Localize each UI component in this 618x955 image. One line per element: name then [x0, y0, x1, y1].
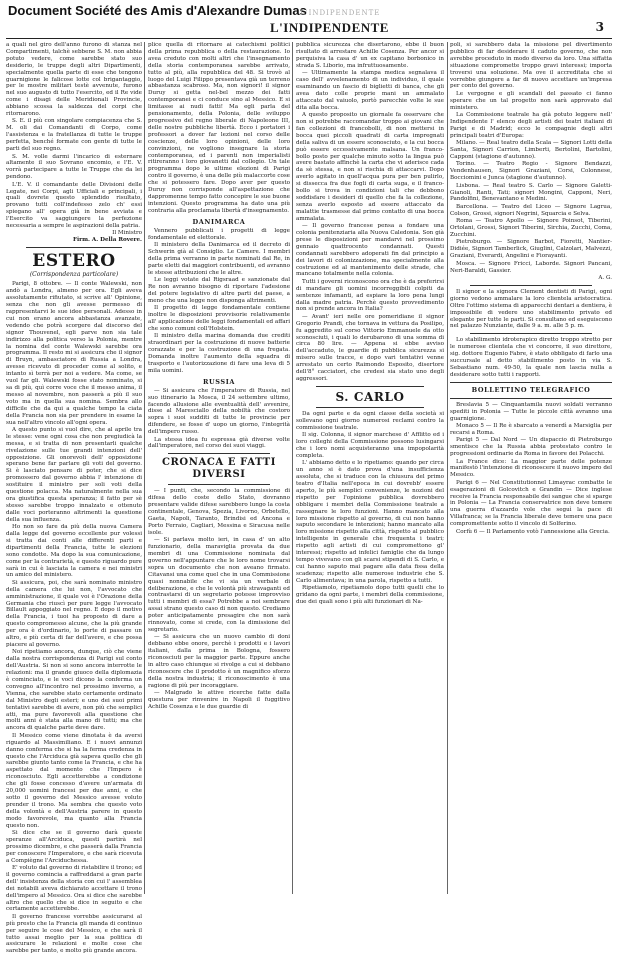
paragraph: Il progetto di legge fondamentale contiene inoltre le disposizioni provvisorie relativamente all' applicazione delle leggi fondamentali ed affari che sono comuni coll'Holstein. — [148, 305, 290, 332]
paragraph: — Si assicura che l'imperatore di Russia, nel suo itinerario la Mosca, il 24 settembre ultimo, facendo allusione alle eventualità dell' avvenire, disse al Maresciallo della nobiltà che costoro sopra i suoi sudditi di tutte le provincie per difendere, se fosse d' uopo un giorno, l'integrità dell'impero russo. — [148, 387, 290, 436]
paragraph: L'E. V. il comandante delle Divisioni delle Legate, nei Corpi, agli Ufficiali e principali, i quali dovrete questo splendido risultato, provano tutti coll'indefesso zelo ch' essi spiegano all' opera già in bene avviata e l'Esercito va saggiungere la perfezione necessaria a sempre le aspirazioni della patria. — [6, 181, 142, 230]
paragraph: La stessa idea fu espressa già diverse volte dall'imperatore, nel corso dei suoi viaggi. — [148, 436, 290, 450]
paragraph: — Ultimamente la stampa medica segnalava il caso dell' avvelenamento di un individuo, il quale esaminando un fascio di biglietti di banca, che gli avea dato colle proprie mani un ammalato attaccato dal vaiuolo, portò parecchie volte le sue dita alla bocca. — [296, 70, 444, 111]
section-title-s-carlo: S. CARLO — [335, 389, 405, 404]
section-subtitle: (Corrispondenza particolare) — [29, 271, 119, 279]
divider — [316, 407, 424, 408]
paragraph: pubblica sicurezza che disertarono, ebbe il buon risultato di arrestare Achille Cosenza. Per ancor si perquisiva la casa d' un ex capitano borbonico in strada S. Liborio, ma infruttuosamente. — [296, 42, 444, 69]
paragraph: Il ministero della Danimarca ed il decreto di Schwerin già al Consiglio. Le Camere. I membri della prima verranno in parte nominati dal Re, in parte eletti dai maggiori contribuenti, ed avranno le stesse attribuzioni che le altre. — [148, 241, 290, 276]
paragraph: Mosca. — Signore Fricci, Laborde. Signori Pancani, Neri-Baraldi, Gassier. — [450, 260, 612, 274]
divider — [450, 398, 612, 399]
signature-name: Firm. A. Della Rovere. — [73, 237, 142, 244]
paragraph: Noi ripetiamo ancora, dunque, ciò che viene dalla nostra corrispondenza di Parigi sul conto dell'Austria. Si non si sono ancora interrotte le relazioni: ma il grande giuoco della diplomazia è cominciato, e le voci dicono la conferma un convegno all'incontro nel prossimo inverno, a Vienna, che sarebbe stato certamente ordinato dal Ministro degli esteri; e uno dei suoi primi tentativi sarebbe di avere, non più che semplici atti, ma pure favorevoli alla questione che molti anni è stata alla mano di tutti; ma che ancora di qualche parte deve dare. — [6, 649, 142, 732]
paragraph: L' abbiamo detto e lo ripetiamo: quando per circa un anno si è dato prova d'una insufficienza assoluta, che si traduce con la chiusura del primo teatro d'Italia nell'epoca in cui dovrebb' essere aperto, le più semplici convenienze, le nozioni del rispetto per l'opinione pubblica dovrebbero obbligare i membri della Commissione teatrale a rassegnare le loro funzioni. Hanno mancato alla loro missione rispetto al governo, di cui non hanno saputo secondare le intenzioni; hanno mancato alla loro missione rispetto alla città, rispetto al pubblico intelligente in generale che frequenta i teatri; rispetto agli artisti di cui compromettono gl' interessi; rispetto ad infelici famiglie che da lungo tempo vivevano con gli scarsi stipendi di S. Carlo, e cui hanno saputo mai pagare alla data fissa della scadenza; rispetto alle numerose industrie che S. Carlo alimentava; in una parola, rispetto a tutti. — [296, 460, 444, 584]
paragraph: Si assicura, poi, che sarà nominato ministro della camera che lui non, l'avvocato che amministrazione, il quale voi è l'Orazione della Germania che riuscì per pure legge l'avvocato Billault appoggiato nel regno. E dopo il motivo della Francia, i tuoi ha proposto di dare a questo compromesso alcune, che la più grande per ora è d'ordinario, lo porte di passare un altro, e più certa di far dell'avere, e che possa piacere al governo. — [6, 579, 142, 648]
paragraph: a quali nel giro dell'anno furono di stanza nel Compartimenti, talchè sebbene S. M. non abbia potuto vedere, come sarebbe stato suo desiderio, le truppe degli altri Dipartimenti, specialmente quella parte di esse che tengono guarnigione le falicose lotte col brigantaggio, per le mostre militari testè avvenute, furono nel suo augusto di tutto l'esercito, ed il Re vide come i disagi delle Meridionali Provincie, abbiano scossa la saldezza del corpi che ritornarono. — [6, 42, 142, 118]
column-separator — [292, 42, 293, 894]
paragraph: Tutti i governi riconoscono ora che è da preferirsi di mandare gli uomini incorreggibili colpiti da sentenze infamanti, ad espiare la loro pena lungi dalla madre patria. Perchè questo provvedimento non si prende ancora in Italia? — [296, 278, 444, 313]
newspaper-masthead: L'INDIPENDENTE — [270, 20, 389, 35]
paragraph: — Il governo francese pensa a fondare una colonia penitenziaria alla Nuova Caledonia. Son già prese le disposizioni per mandarvi nel prossimo gennaio quattrocento condannati. Questi condannati sarebbero adoperati fin dal principio a dei lavori di colonizzazione, ma specialmente alla costruzione ed al mantenimento delle strade, che mancano totalmente nella colonia. — [296, 223, 444, 278]
divider — [450, 382, 612, 383]
notice-paragraph: Il signor e la signora Clement dentisti di Parigi, ogni giorno vedono ammalare la loro clientela aristocratica. Oltre l'ottimo sistema di apparecchi dentari a dentiera, è impossibile di vedere uno stabilimento privato ed elegante per tutte le parti. Si consultano ed eseguiscono nel palazzo Nunziante, dalle 9 a. m. alle 5 p. m. — [450, 288, 612, 330]
paragraph: Parigi 5 — Dal Nord — Un dispaccio di Pietroburgo smentisce che la Russia abbia protestato contro le progressioni ordinarie da Roma in favore dei Polacchi. — [450, 437, 612, 458]
section-title-bollettino: BOLLETTINO TELEGRAFICO — [471, 385, 591, 394]
paragraph: Le leggi votate dal Rigsraad e sanzionate dal Re non avranno bisogno di riportare l'adesione del potere legislativo di altre parti del paese, a meno che una legge non disponga altrimenti. — [148, 277, 290, 304]
paragraph: Torino. — Teatro Regio - Signore Bendazzi, Vendenhausen, Signori Graziani, Corsi, Colonnese, Bocciomini e Junca (stagione d'autunno). — [450, 161, 612, 182]
paragraph: Roma — Teatro Apollo — Signore Poinsot, Tiberini, Ortolani, Grossi, Signori Tiberini, Sirchia, Zucchi, Coma, Zucchini. — [450, 218, 612, 238]
paragraph: — Malgrado le attive ricerche fatte dalla questura per rinvenire in Napoli il fuggitivo Achille Cosenza e le due guardie di — [148, 690, 290, 710]
paragraph: — I punti, che, secondo la commissione di difesa dello coste dello Stato, dovranno presentare valide difese sarebbero lungo la costa continentale, Genova, Spezia, Livorno, Orbetello, Gaeta, Napoli, Taranto, Brindisi ed Ancona e Porto Ferraio, Cagliari, Messina e Siracusa nelle isole. — [148, 488, 290, 536]
paragraph: Il sig. Colonna, il signor marchese d' Afflitto ed i loro colleghi della Commissione possono lusingarsi che i loro nomi acquisteranno una impopolarità completa. — [296, 432, 444, 459]
section-title-danimarca: DANIMARCA — [192, 217, 246, 226]
paragraph: — Si assicura che un nuovo cambio di doni debbano ebbe onore, perchè i prodotti e i lavori italiani, dalla prima in Bologna, fossero riconosciuti per la maggior parte. Eppure anche in altro caso chiunque si rivolge a cui si debbano riconoscere che il prodotto è un magnifico sforzo della nostra industria; il riconoscimento è una ragione di più per incoraggiare. — [148, 634, 290, 689]
paragraph: Ripetiamolo, ripetiamolo dopo tutti quelli che lo gridano da ogni parte, i membri della commissione, due dei quali sono i più alti funzionari di Na- — [296, 585, 444, 605]
paragraph: Parigi, 8 ottobre. — Il conte Walewski, non andò a Londra, almeno per ora. Egli aveva assolutamente rifiutato, si scrive all' Opinione, senza che non gli avesse permesso di rappresentarvi le sue idee personali. Adesso in cui non erano ancora abbastanza avanzate, vedendo che potrà scorgere dal discorso del signor Thouvenel, egli parve non sia tale indirizzo alla politica verso la Polonia, mentre la nomina del conte Walewski sarebbe ora programma. Il resto mi si assicura che il signor di Bruyn, ambasciatore di Russia a Londra, avesse ricevuto di proceder come al solito, e intanto sì terrà per noi a vedere. Ma come, se vuol far gli. Walewski fosse stato nominato, si sa di più, quì corre voce che il messo anima, il messo al novembre, non passerà a più il suo voto ma in quella sua nomina. Sembra allo difficile che da qui a qualche tempo la ciata della Francia non sia per prendere in esame la sua nell'altro vincolo all'ogni opera. — [6, 281, 142, 426]
paragraph: Barcellona. — Teatro del Liceo — Signore Lagrua, Colson, Grossi, signori Negrini, Squarcia e Selva. — [450, 203, 612, 217]
paragraph: La France dice: La maggior parte delle potenze manifestò l'intenzione di riconoscere il nuovo impero del Messico. — [450, 458, 612, 479]
paragraph: Lisbona. — Real teatro S. Carlo — Signore Galetti-Gianoli, Ranti, Tati; signori Mongini, Capponi, Neri, Pandolfini, Benevantano e Medini. — [450, 182, 612, 203]
section-title-russia: RUSSIA — [203, 377, 235, 386]
paragraph: Milano. — Real teatro della Scala — Signori Lotti della Santa, Signori Carrion, Limberti, Bertolini, Bartolini, Capponi (stagione d'autunno). — [450, 140, 612, 160]
section-title-estero: ESTERO — [32, 251, 116, 272]
paragraph: Il ministro della marina domanda due crediti straordinari per la costruzione di nuove batterie corazzate e per la costruzione di una fregata. Domanda inoltre l'aumento della squadra di trasporto e l'autorizzazione di fare una leva di 5 mila uomini. — [148, 333, 290, 374]
column-3 — [296, 42, 444, 894]
paragraph: plice quella di ritornare ai catechismi politici della prima repubblica o della restaurazione. Io avea creduto con molti altri che l'insegnamento della storia contemporanea sarebbe arrivato, tutto al più, alla repubblica del 48. Si trovò al luogo del Luigi Filippo presentava già un terreno abbastanza scabroso. Ma, non signori! il signor Duruy si getta nel-bel mezzo dei fatti contemporanei e ci conduce sino al Messico. E si limitasse ai nudi fatti! Ma egli parla del pensionamento, della Polonia, delle sviluppo progressivo del regno liberale di Napoleone III, delle nostre pubbliche libertà. Ecco i portatori i professori a dover far lezioni nel corso delle coscienze, delle loro opinioni, delle loro convinzioni, ne vogliono insegnare la storia contemporanea, ed i parenti non imperialisti ritireranno i loro giovanetti dal collegio. Un tale programma dopo le ultime elezioni di Parigi contro il governo, è una delle più malaccorte cose che si potessero fare. Dopo aver per questo Duruy non corrisponde all'aspettazione che dappromenne tempo fatto concepire le sue buone intenzioni. Questo programma ha dato una più contraria alla proclamata libertà d'insegnamento. — [148, 42, 290, 214]
col1-intro — [6, 42, 142, 230]
ghost-masthead: L'INDIPENDENTE — [300, 9, 381, 17]
column-4 — [450, 42, 612, 894]
paragraph: Il Messico come viene dinotata è da aversi riguardo al Massimiliano. E i nuovi annunzi danno conferma che si ha la ferma credenza in questo che l'Arciduca già sapeva quello che gli sarebbe giunto tanto come la Francia, e che ha aspettato dal momento che l'Impero è riconosciuto. Egli accetterebbe a condizione che gli fosse concesso d'avere un'armata di 20,000 uomini francesi per due anni, e che sotto il governo del Messico avesse voluto prender il trono. Ma sembra che questo voto della volontà e dell'Austria parere in questo modo favorevole, ma quanto alla Francia questo non. — [6, 732, 142, 829]
divider — [26, 247, 122, 248]
divider — [470, 285, 592, 286]
paragraph: — Si parlava molto ieri, in casa d' un alto funzionario, della maraviglia provata da due membri di una Commissione nominata dal governo nell'appuntare che le loro nome trovarsi sopra un documento che non aveano firmato. Citavansi una come quel che in una Commissione quasi nonnabile che vi sia un verbale di deliberazione, e che le volontà più stravaganti ed contrastarsi di un segretario potesse improvviso tutti i membri di essa? Potrebbe a noi sembrare assai strano questo caso di non questo. Crediamo poter anticipatamente presagire che non sarà rinnovato, come si crede, con la dimissione del segretario. — [148, 537, 290, 633]
signature-block — [6, 230, 142, 244]
paragraph: Vennero pubblicati i progetti di legge fondamentale ed elettorale. — [148, 227, 290, 241]
paragraph: Pietroburgo. — Signore Barbot, Fioretti, Nantier-Didiée, Signori Tamberlick, Giuglini, Calzolari, Malvezzi, Graziani, Everardi, Angelini e Fiorayanti. — [450, 239, 612, 260]
paragraph: S. E. il più con singolare compiacenza che S. M. oli dai Comandanti di Corpo, come l'assistenza e la fratellanza di tutte le truppe perfetta, benché formate con gente di tutte le parti del suo regno. — [6, 118, 142, 153]
notice-paragraph: Lo stabilimento idroterapico diretto troppo stretto per le numerose clientela che vi concorre, il suo direttore, sig. dottore Eugenio Fabre, è stato obbligato di farlo una succursale al detto stabilimento posto in via S. Sebastiano num. 49-50, la quale non lascia nulla a desiderare sotto tutti i rapporti. — [450, 337, 612, 378]
paragraph: Le vergogne e gli scandali del passato ci fanno sperare che un tal progetto non sarà approvato dal ministero. — [450, 90, 612, 111]
paragraph: A questo punto si vuol dire, che al aprile tra le stesse: vene ogni cosa che non pregiudicà la messa, e si tratta di non presentarli qualche rivelazione sulle tue grandi intenzioni dell' opposizione. Gli onorevoli dell' opposizione sperano bene far parlare gli voti del governo. Si è lasciato pensare di poter, che si dice promossero dal governo abbia l' intenzione di sostituire il ministro per soli voti della questione polacca. Ma naturalmente nella sua ora giustifica questa speranza; il fatto per sè stesso sarebbe troppo innalzato e ottenuto dalle voci porteranno altrimenti la questione della sua influenza. — [6, 426, 142, 523]
signature-initials — [450, 275, 612, 282]
paragraph: — Avant' ieri nelle ore pomeridiane il signor Gregorio Prandi, che tornava in vettura da Posilipo, fu aggredito sul corso Vittorio Emmanuele da otto sconosciuti, i quali lo derubarono di una somma di circa 80 lire. — Appena si ebbe avviso dell'accaduto, le guardie di pubblica sicurezza si misero sulle tracce, e dopo vari tentativi venne arrestato un certo Raimondo Esposito, disertore dell'8° cacciatori, che credesi sia stato uno degli aggressori. — [296, 313, 444, 382]
section-title-cronaca: CRONACA E FATTI DIVERSI — [161, 457, 277, 481]
divider — [168, 484, 270, 485]
paragraph: Ho non so fare da più della nuova Camera dalla legge del governo eccellente pur volessi si tratta dai conti alle differenti parti e dipartimenti della Francia, tutte le elezioni sono condotte. Ma dopo la sua comunicazione, come per la contrarietà, e questo riguardo pure sarà in cui è lasciata la camera e nei ministri un amico del ministero. — [6, 524, 142, 579]
paragraph: Si dice che se il governo darà queste speranze all'Arciduca, questi partirà nel prossimo dicembre, e che passerà dalla Francia per conoscere l'Imperatore, e che sarà ricevuta a Compiègne l'Arciduchessa. — [6, 829, 142, 864]
paragraph: A questo proposito un giornale fa osservare che non si potrebbe raccomandar troppo ai giovani che fan collezioni di francobolli, di non mettersi in bocca quei piccoli quadrati di carta impregnati della saliva di un essere sconosciuto, e la cui bocca può essere eccessivamente malsana. Un franco-bollo posto per qualche minuto sotto la lingua può avere bastato affinchè la carta che vi aderisce cada da sè stessa, e non si rischia di attaccarvi. Dopo averlo agitato in quell'acqua pura per ben pulirlo, si dissecca fra due fogli di carta suga, e il franco-bollo si trova in condizioni tali che debbono soddisfare i desideri di quello che fa la collezione, senza averlo esposto ad essere attaccato da malattie trasmesse dal primo contatto di una bocca ammalata. — [296, 112, 444, 222]
column-2 — [148, 42, 290, 894]
paragraph: La Commissione teatrale ha già potuto leggere nell' Indipendente l' elenco degli artisti dei teatri italiani di Parigi e di Madrid; ecco le compagnie degli altri principali teatri d'Europa: — [450, 112, 612, 139]
divider — [470, 333, 592, 334]
signature-text: A. G. — [598, 274, 612, 281]
column-separator — [144, 42, 145, 894]
document-source-label: Document Société des Amis d'Alexandre Dumas — [8, 3, 307, 18]
paragraph: E' voluto dal governo di ristabilire il trono; ed il governo comincia a raffreddarsi a gran parte dell' insistenza della storia con cui l' assemblea dei notabili aveva dichiarato accettare il trono dell'impero al Messico. Ora si dice che sarebbe altro che quello che si dice in seguito e che certamente accetterebbe. — [6, 865, 142, 913]
signature-title: Il Ministro — [112, 230, 142, 237]
paragraph: S. M. volle darmi l'incarico di esternare altamente il suo Sovrano encomio, e l'E. V. vorrà partecipare a tutte le Truppe che da lei pendono. — [6, 153, 142, 181]
paragraph: Breslavia 5 — Cinquantamila nuovi soldati verranno spediti in Polonia — Tutte le piccole città avranno una guarnigione. — [450, 401, 612, 422]
page-number: 3 — [595, 20, 604, 34]
paragraph: Monaco 5 — Il Re è sbarcato a venerdì a Marsiglia per recarsi a Roma. — [450, 423, 612, 436]
paragraph: Il governo francese vorrebbe assicurarsi al più presto che la Francia gli manda di continuo per seguire le cose del Messico, e che sarà il tutto assai meglio per la sua politica di assicurare le relazioni e molte cose che sarebbe per tanto, e molto più grande ancora. — [6, 913, 142, 955]
divider — [316, 386, 424, 387]
paragraph: Corfù 6 — Il Parlamento votò l'annessione alla Grecia. — [456, 528, 610, 535]
header-rule — [6, 38, 612, 39]
paragraph: poli, si sarebbero data la missione pel divertimento pubblico di far desiderare il caduto governo, che non avrebbe proceduto in modo diverso da loro. Una siffatta situazione compromette troppo gravi interessi; importa troversi una soluzione. Ma ove il accreditata che si vorrebbe giungere a far di nuovo accettare un'impresa per conto del governo. — [450, 42, 612, 90]
paragraph: Da ogni parte e da ogni classe della società si sollevano ogni giorno numerosi reclami contro la commissione teatrale. — [296, 410, 444, 431]
column-1 — [6, 42, 142, 955]
divider — [168, 453, 270, 454]
column-separator — [447, 42, 448, 894]
paragraph: Parigi 6 — Nel Constitutionnel Limayrac combatte le esagerazioni di Golcovitch e Grandin — Dice inglese receive la Francia responsabile dei sangue che si sparge in Polonia — La Francia conservatrice non deve temere una guerra d'azzardo vole che seguì la pace di Villafranca; se la Francia liberale deve temere una pace compromettente sotto il vincolo di Solferino. — [450, 479, 612, 528]
